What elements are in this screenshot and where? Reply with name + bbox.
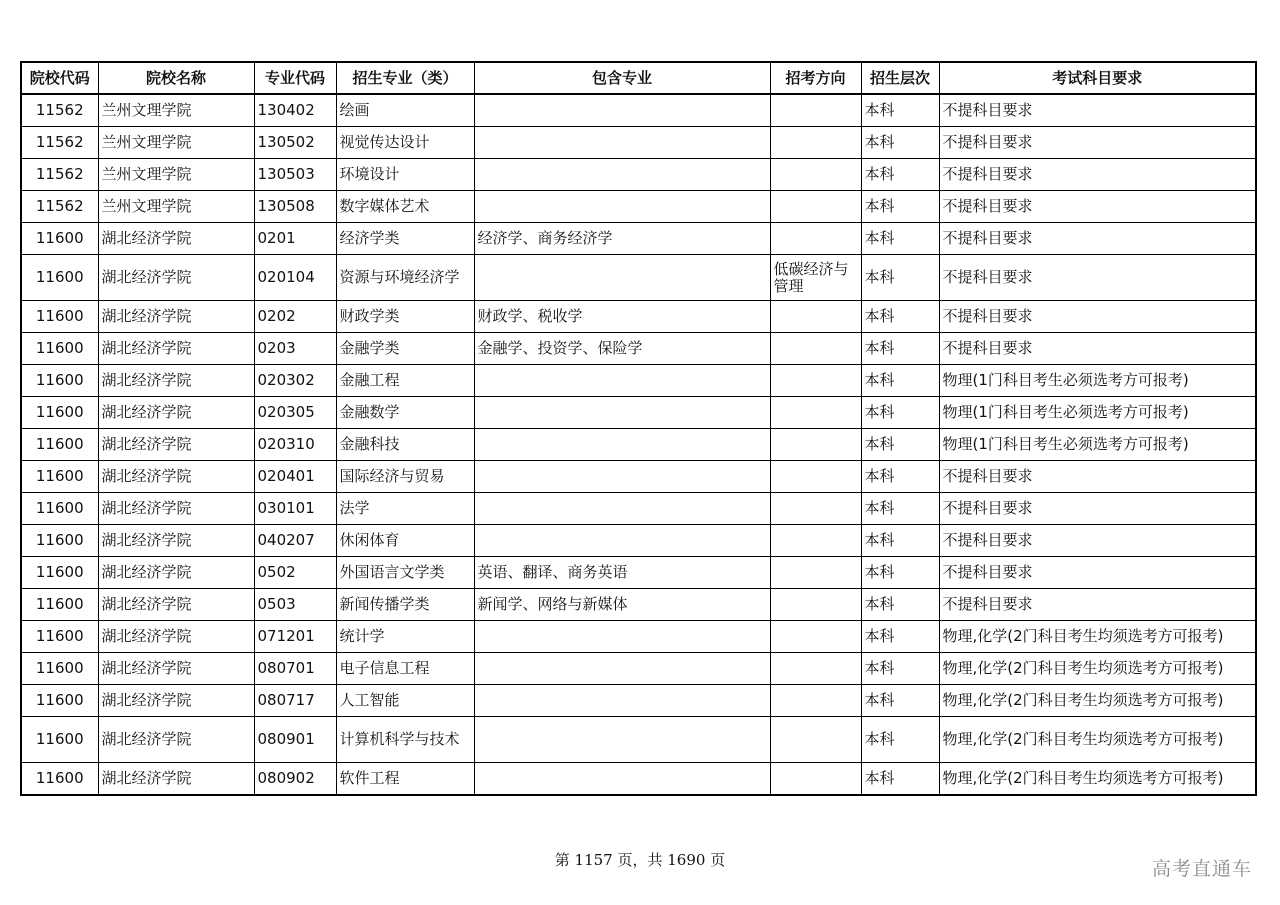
cell-included-majors — [474, 429, 770, 461]
admissions-table — [20, 61, 1257, 796]
cell-major: 计算机科学与技术 — [336, 717, 474, 763]
table-row — [21, 461, 1256, 493]
header-subject-requirement: 考试科目要求 — [939, 62, 1256, 94]
watermark: 高考直通车 — [1151, 858, 1252, 880]
cell-subject-requirement: 物理,化学(2门科目考生均须选考方可报考) — [939, 685, 1256, 717]
cell-included-majors — [474, 255, 770, 301]
cell-level: 本科 — [861, 301, 939, 333]
cell-major: 金融数学 — [336, 397, 474, 429]
cell-school-code: 11600 — [21, 525, 98, 557]
cell-school-name: 湖北经济学院 — [98, 493, 254, 525]
cell-direction — [770, 159, 861, 191]
cell-direction — [770, 127, 861, 159]
cell-school-code: 11562 — [21, 94, 98, 127]
cell-level: 本科 — [861, 159, 939, 191]
cell-major: 人工智能 — [336, 685, 474, 717]
cell-level: 本科 — [861, 461, 939, 493]
cell-included-majors — [474, 365, 770, 397]
table-row — [21, 94, 1256, 127]
cell-major: 法学 — [336, 493, 474, 525]
cell-included-majors — [474, 621, 770, 653]
cell-major: 新闻传播学类 — [336, 589, 474, 621]
cell-level: 本科 — [861, 333, 939, 365]
cell-subject-requirement: 物理,化学(2门科目考生均须选考方可报考) — [939, 717, 1256, 763]
table-row — [21, 717, 1256, 763]
cell-school-code: 11600 — [21, 493, 98, 525]
cell-school-name: 兰州文理学院 — [98, 159, 254, 191]
cell-major-code: 080901 — [254, 717, 336, 763]
cell-level: 本科 — [861, 557, 939, 589]
cell-school-name: 湖北经济学院 — [98, 589, 254, 621]
cell-included-majors: 新闻学、网络与新媒体 — [474, 589, 770, 621]
cell-subject-requirement: 不提科目要求 — [939, 127, 1256, 159]
table-row — [21, 255, 1256, 301]
cell-school-code: 11600 — [21, 557, 98, 589]
cell-major: 环境设计 — [336, 159, 474, 191]
cell-major-code: 020401 — [254, 461, 336, 493]
cell-included-majors — [474, 525, 770, 557]
cell-subject-requirement: 不提科目要求 — [939, 159, 1256, 191]
cell-direction — [770, 557, 861, 589]
cell-major: 金融科技 — [336, 429, 474, 461]
header-school-name: 院校名称 — [98, 62, 254, 94]
header-level: 招生层次 — [861, 62, 939, 94]
cell-included-majors — [474, 461, 770, 493]
cell-subject-requirement: 不提科目要求 — [939, 223, 1256, 255]
cell-direction — [770, 717, 861, 763]
cell-school-code: 11600 — [21, 255, 98, 301]
table-row — [21, 159, 1256, 191]
cell-school-name: 湖北经济学院 — [98, 429, 254, 461]
cell-major: 绘画 — [336, 94, 474, 127]
cell-school-code: 11600 — [21, 365, 98, 397]
cell-major-code: 040207 — [254, 525, 336, 557]
cell-school-code: 11600 — [21, 685, 98, 717]
header-direction: 招考方向 — [770, 62, 861, 94]
cell-subject-requirement: 物理(1门科目考生必须选考方可报考) — [939, 429, 1256, 461]
cell-major-code: 080902 — [254, 763, 336, 796]
cell-school-name: 兰州文理学院 — [98, 191, 254, 223]
cell-major-code: 0202 — [254, 301, 336, 333]
cell-subject-requirement: 不提科目要求 — [939, 493, 1256, 525]
cell-major-code: 020302 — [254, 365, 336, 397]
cell-direction — [770, 525, 861, 557]
cell-school-name: 湖北经济学院 — [98, 557, 254, 589]
cell-level: 本科 — [861, 621, 939, 653]
cell-school-code: 11562 — [21, 191, 98, 223]
cell-level: 本科 — [861, 223, 939, 255]
cell-major: 视觉传达设计 — [336, 127, 474, 159]
cell-subject-requirement: 物理(1门科目考生必须选考方可报考) — [939, 365, 1256, 397]
cell-major-code: 020310 — [254, 429, 336, 461]
cell-school-code: 11600 — [21, 223, 98, 255]
table-row — [21, 685, 1256, 717]
cell-direction — [770, 223, 861, 255]
cell-direction — [770, 493, 861, 525]
cell-level: 本科 — [861, 429, 939, 461]
cell-subject-requirement: 不提科目要求 — [939, 557, 1256, 589]
cell-direction — [770, 429, 861, 461]
cell-major-code: 0503 — [254, 589, 336, 621]
cell-major-code: 020305 — [254, 397, 336, 429]
cell-school-name: 湖北经济学院 — [98, 763, 254, 796]
cell-included-majors: 财政学、税收学 — [474, 301, 770, 333]
cell-included-majors — [474, 191, 770, 223]
cell-subject-requirement: 不提科目要求 — [939, 333, 1256, 365]
cell-direction: 低碳经济与管理 — [770, 255, 861, 301]
table-header-row — [21, 62, 1256, 94]
table-row — [21, 589, 1256, 621]
table-row — [21, 301, 1256, 333]
cell-major: 统计学 — [336, 621, 474, 653]
cell-school-code: 11600 — [21, 589, 98, 621]
cell-major-code: 080701 — [254, 653, 336, 685]
table-row — [21, 557, 1256, 589]
header-major-code: 专业代码 — [254, 62, 336, 94]
cell-school-name: 湖北经济学院 — [98, 333, 254, 365]
table-row — [21, 191, 1256, 223]
cell-direction — [770, 191, 861, 223]
cell-major-code: 030101 — [254, 493, 336, 525]
cell-major-code: 130402 — [254, 94, 336, 127]
cell-level: 本科 — [861, 191, 939, 223]
cell-subject-requirement: 物理,化学(2门科目考生均须选考方可报考) — [939, 621, 1256, 653]
table-row — [21, 525, 1256, 557]
cell-level: 本科 — [861, 589, 939, 621]
cell-major-code: 071201 — [254, 621, 336, 653]
cell-direction — [770, 685, 861, 717]
cell-level: 本科 — [861, 493, 939, 525]
cell-major-code: 080717 — [254, 685, 336, 717]
cell-direction — [770, 621, 861, 653]
table-row — [21, 653, 1256, 685]
table-body — [21, 94, 1256, 795]
cell-major: 经济学类 — [336, 223, 474, 255]
cell-included-majors: 经济学、商务经济学 — [474, 223, 770, 255]
cell-included-majors — [474, 94, 770, 127]
header-included-majors: 包含专业 — [474, 62, 770, 94]
table-row — [21, 365, 1256, 397]
cell-direction — [770, 301, 861, 333]
cell-level: 本科 — [861, 397, 939, 429]
cell-school-name: 湖北经济学院 — [98, 301, 254, 333]
cell-school-name: 湖北经济学院 — [98, 365, 254, 397]
cell-major-code: 020104 — [254, 255, 336, 301]
cell-school-code: 11600 — [21, 717, 98, 763]
table-row — [21, 621, 1256, 653]
cell-subject-requirement: 不提科目要求 — [939, 525, 1256, 557]
cell-school-code: 11600 — [21, 653, 98, 685]
cell-direction — [770, 333, 861, 365]
cell-major: 软件工程 — [336, 763, 474, 796]
table-row — [21, 397, 1256, 429]
cell-included-majors: 金融学、投资学、保险学 — [474, 333, 770, 365]
cell-included-majors — [474, 653, 770, 685]
cell-level: 本科 — [861, 127, 939, 159]
header-school-code: 院校代码 — [21, 62, 98, 94]
cell-direction — [770, 589, 861, 621]
table-row — [21, 223, 1256, 255]
cell-major: 国际经济与贸易 — [336, 461, 474, 493]
cell-school-name: 湖北经济学院 — [98, 525, 254, 557]
table-row — [21, 763, 1256, 796]
cell-subject-requirement: 物理(1门科目考生必须选考方可报考) — [939, 397, 1256, 429]
cell-level: 本科 — [861, 653, 939, 685]
cell-direction — [770, 365, 861, 397]
cell-school-code: 11600 — [21, 429, 98, 461]
cell-school-code: 11600 — [21, 461, 98, 493]
cell-major-code: 130508 — [254, 191, 336, 223]
cell-major: 外国语言文学类 — [336, 557, 474, 589]
table-row — [21, 493, 1256, 525]
cell-direction — [770, 397, 861, 429]
cell-school-name: 湖北经济学院 — [98, 255, 254, 301]
cell-level: 本科 — [861, 685, 939, 717]
cell-school-code: 11562 — [21, 127, 98, 159]
page-number: 第 1157 页，共 1690 页 — [554, 851, 726, 869]
cell-major: 金融工程 — [336, 365, 474, 397]
cell-major: 资源与环境经济学 — [336, 255, 474, 301]
cell-major-code: 130503 — [254, 159, 336, 191]
cell-included-majors — [474, 127, 770, 159]
cell-school-code: 11600 — [21, 621, 98, 653]
cell-subject-requirement: 不提科目要求 — [939, 191, 1256, 223]
cell-major: 休闲体育 — [336, 525, 474, 557]
cell-major: 财政学类 — [336, 301, 474, 333]
cell-level: 本科 — [861, 255, 939, 301]
cell-school-name: 湖北经济学院 — [98, 397, 254, 429]
cell-included-majors — [474, 685, 770, 717]
cell-school-name: 湖北经济学院 — [98, 223, 254, 255]
cell-direction — [770, 461, 861, 493]
cell-school-name: 湖北经济学院 — [98, 685, 254, 717]
cell-subject-requirement: 物理,化学(2门科目考生均须选考方可报考) — [939, 653, 1256, 685]
cell-included-majors — [474, 763, 770, 796]
cell-direction — [770, 763, 861, 796]
cell-level: 本科 — [861, 365, 939, 397]
cell-school-name: 兰州文理学院 — [98, 127, 254, 159]
cell-school-code: 11600 — [21, 397, 98, 429]
cell-subject-requirement: 不提科目要求 — [939, 94, 1256, 127]
table-row — [21, 429, 1256, 461]
cell-direction — [770, 653, 861, 685]
cell-school-name: 湖北经济学院 — [98, 717, 254, 763]
cell-level: 本科 — [861, 717, 939, 763]
cell-school-name: 湖北经济学院 — [98, 621, 254, 653]
cell-school-code: 11600 — [21, 763, 98, 796]
cell-level: 本科 — [861, 763, 939, 796]
cell-subject-requirement: 不提科目要求 — [939, 301, 1256, 333]
cell-major-code: 0203 — [254, 333, 336, 365]
table-row — [21, 333, 1256, 365]
cell-included-majors — [474, 397, 770, 429]
cell-school-name: 湖北经济学院 — [98, 653, 254, 685]
cell-included-majors: 英语、翻译、商务英语 — [474, 557, 770, 589]
cell-major: 电子信息工程 — [336, 653, 474, 685]
cell-level: 本科 — [861, 94, 939, 127]
cell-major-code: 0502 — [254, 557, 336, 589]
cell-direction — [770, 94, 861, 127]
cell-major: 金融学类 — [336, 333, 474, 365]
cell-included-majors — [474, 493, 770, 525]
cell-major-code: 0201 — [254, 223, 336, 255]
cell-major-code: 130502 — [254, 127, 336, 159]
cell-subject-requirement: 不提科目要求 — [939, 461, 1256, 493]
cell-school-code: 11562 — [21, 159, 98, 191]
header-major: 招生专业（类） — [336, 62, 474, 94]
cell-major: 数字媒体艺术 — [336, 191, 474, 223]
cell-subject-requirement: 物理,化学(2门科目考生均须选考方可报考) — [939, 763, 1256, 796]
cell-school-code: 11600 — [21, 301, 98, 333]
cell-included-majors — [474, 717, 770, 763]
cell-school-name: 兰州文理学院 — [98, 94, 254, 127]
cell-included-majors — [474, 159, 770, 191]
cell-school-code: 11600 — [21, 333, 98, 365]
cell-subject-requirement: 不提科目要求 — [939, 589, 1256, 621]
cell-school-name: 湖北经济学院 — [98, 461, 254, 493]
cell-level: 本科 — [861, 525, 939, 557]
table-row — [21, 127, 1256, 159]
cell-subject-requirement: 不提科目要求 — [939, 255, 1256, 301]
